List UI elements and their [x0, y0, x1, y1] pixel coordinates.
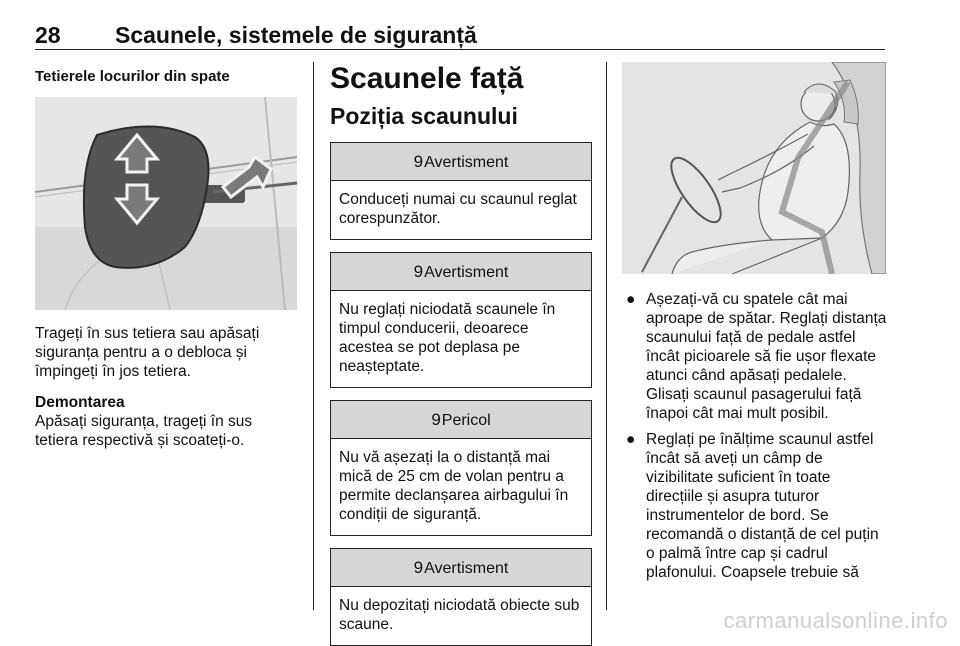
section-title: Scaunele față: [330, 62, 524, 95]
middle-column: [330, 62, 592, 646]
headrest-illustration: [35, 97, 297, 310]
warning-text: Conduceți numai cu scaunul reglat corespunzător.: [339, 191, 577, 227]
instruction-list: [622, 290, 890, 582]
header-divider: [35, 49, 885, 50]
page-title: Scaunele, sistemele de siguranță: [115, 22, 477, 48]
right-column: [622, 62, 890, 589]
bullet-icon: ●: [626, 431, 636, 448]
warning-icon: 9: [431, 410, 441, 429]
warning-title: Avertisment: [424, 264, 509, 281]
warning-text: Nu depozitați niciodată obiecte sub scaune.: [339, 597, 580, 633]
warning-icon: 9: [413, 262, 424, 281]
warning-text: Nu reglați niciodată scaunele în timpul conducerii, deoarece acestea se pot deplasa pe neașteptate.: [339, 301, 556, 375]
warning-header: [331, 549, 591, 587]
removal-heading: Demontarea: [35, 394, 125, 411]
list-item-text: Așezați-vă cu spatele cât mai aproape de spătar. Reglați distanța scaunului față de pedale astfel încât picioarele să fie ușor flexate atunci când apăsați pedalele. Glisați scaunul pasagerului față înapoi cât mai mult posibil.: [646, 291, 887, 422]
warning-icon: 9: [413, 558, 424, 577]
list-item-text: Reglați pe înălțime scaunul astfel încât să aveți un câmp de vizibilitate suficient în toate direcțiile și asupra tuturor instrumentelor de bord. Se recomandă o distanță de cel puțin o palmă între cap și cadrul plafonului. Coapsele trebuie să: [646, 431, 879, 581]
danger-text: Nu vă așezați la o distanță mai mică de 25 cm de volan pentru a permite declanșarea airbagului în condiții de siguranță.: [339, 449, 569, 523]
page-number: 28: [35, 22, 61, 48]
warning-title: Avertisment: [424, 154, 509, 171]
warning-header: [331, 253, 591, 291]
headrest-adjust-text: Trageți în sus tetiera sau apăsați siguranța pentru a o debloca și împingeți în jos tetiera.: [35, 325, 260, 380]
removal-text: Apăsați siguranța, trageți în sus tetiera respectivă și scoateți-o.: [35, 413, 253, 449]
danger-title: Pericol: [441, 412, 491, 429]
seated-driver-illustration: [622, 62, 886, 274]
column-divider: [606, 62, 607, 610]
list-item: [622, 430, 890, 582]
page-header: [35, 22, 885, 48]
list-item: [622, 290, 890, 423]
subheading-rear-headrests: Tetierele locurilor din spate: [35, 68, 230, 85]
warning-icon: 9: [413, 152, 424, 171]
bullet-icon: ●: [626, 291, 636, 308]
warning-title: Avertisment: [424, 560, 509, 577]
left-column: [35, 62, 297, 450]
warning-box: [330, 142, 592, 240]
section-subtitle: Poziția scaunului: [330, 103, 518, 129]
warning-header: [331, 143, 591, 181]
column-divider: [313, 62, 314, 610]
warning-box: [330, 252, 592, 388]
danger-header: [331, 401, 591, 439]
warning-box: [330, 548, 592, 646]
danger-box: [330, 400, 592, 536]
watermark: carmanualsonline.info: [723, 608, 948, 633]
